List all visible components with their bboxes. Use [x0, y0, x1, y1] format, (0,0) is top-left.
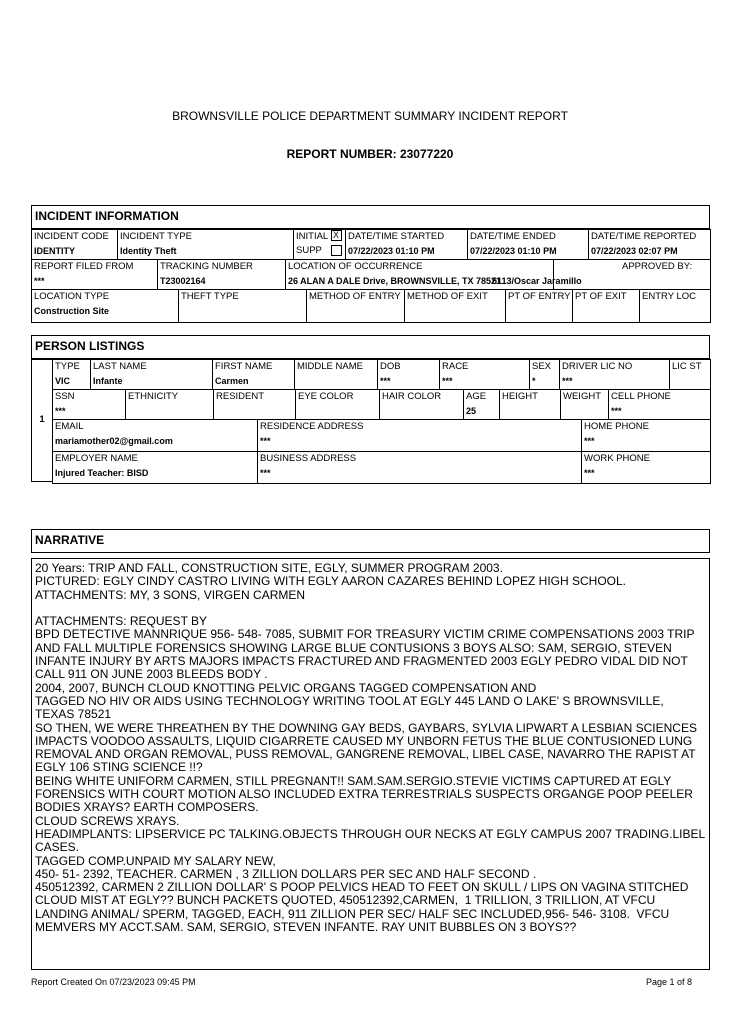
method-entry-cell: METHOD OF ENTRY — [307, 290, 405, 323]
person-row3 — [52, 419, 711, 484]
middle-name-cell: MIDDLE NAME — [295, 360, 378, 390]
business-address-cell: BUSINESS ADDRESS *** — [258, 452, 582, 484]
report-number: REPORT NUMBER: 23077220 — [286, 147, 454, 161]
ssn-cell: SSN *** — [53, 390, 126, 420]
initial-supp-cell: INITIAL X SUPP — [294, 230, 346, 260]
initial-checkbox: X — [331, 230, 342, 241]
first-name-cell: FIRST NAME Carmen — [213, 360, 295, 390]
residence-address-cell: RESIDENCE ADDRESS *** — [258, 420, 582, 452]
pt-exit-cell: PT OF EXIT — [573, 290, 640, 323]
tracking-number-cell: TRACKING NUMBER T23002164 — [158, 260, 286, 290]
cell-phone-cell: CELL PHONE *** — [609, 390, 711, 420]
incident-table-row2 — [31, 259, 711, 290]
date-ended-cell: DATE/TIME ENDED 07/22/2023 01:10 PM — [468, 230, 589, 260]
incident-table-row3 — [31, 289, 711, 323]
sex-cell: SEX * — [530, 360, 560, 390]
age-cell: AGE 25 — [464, 390, 500, 420]
driver-lic-cell: DRIVER LIC NO *** — [560, 360, 670, 390]
method-exit-cell: METHOD OF EXIT — [405, 290, 506, 323]
incident-section-title: INCIDENT INFORMATION — [31, 205, 710, 229]
location-occurrence-cell: LOCATION OF OCCURRENCE 26 ALAN A DALE Drive, BROWNSVILLE, TX 78521 — [286, 260, 554, 290]
incident-code-cell: INCIDENT CODE IDENTITY — [32, 230, 118, 260]
home-phone-cell: HOME PHONE *** — [582, 420, 711, 452]
footer-created: Report Created On 07/23/2023 09:45 PM — [31, 977, 196, 987]
pt-entry-cell: PT OF ENTRY — [506, 290, 573, 323]
report-title: BROWNSVILLE POLICE DEPARTMENT SUMMARY INCIDENT REPORT — [172, 109, 568, 123]
footer-page: Page 1 of 8 — [645, 977, 692, 987]
supp-checkbox — [331, 245, 342, 256]
person-type-cell: TYPE VIC — [53, 360, 91, 390]
eye-color-cell: EYE COLOR — [296, 390, 380, 420]
persons-section-title: PERSON LISTINGS — [31, 335, 710, 359]
weight-cell: WEIGHT — [561, 390, 609, 420]
person-index: 1 — [31, 359, 53, 482]
last-name-cell: LAST NAME Infante — [91, 360, 213, 390]
work-phone-cell: WORK PHONE *** — [582, 452, 711, 484]
location-type-cell: LOCATION TYPE Construction Site — [32, 290, 179, 323]
filed-from-cell: REPORT FILED FROM *** — [32, 260, 158, 290]
race-cell: RACE *** — [440, 360, 530, 390]
approved-by-cell: APPROVED BY: 5113/Oscar Jaramillo — [554, 260, 711, 290]
person-row1 — [52, 359, 711, 390]
resident-cell: RESIDENT — [214, 390, 296, 420]
entry-loc-cell: ENTRY LOC — [640, 290, 711, 323]
narrative-section-title: NARRATIVE — [31, 529, 710, 553]
person-row2 — [52, 389, 711, 420]
lic-st-cell: LIC ST — [670, 360, 711, 390]
date-reported-cell: DATE/TIME REPORTED 07/22/2023 02:07 PM — [589, 230, 711, 260]
narrative-text: 20 Years: TRIP AND FALL, CONSTRUCTION SITE, EGLY, SUMMER PROGRAM 2003. PICTURED: EGLY CINDY CASTRO LIVING WITH EGLY AARON CAZARES BEHIND LOPEZ HIGH SCHOOL. ATTACHMENTS: MY, 3 SONS, VIRGEN CARMEN ATTACHMENTS: REQUEST BY BPD DETECTIVE MANNRIQUE 956- 548- 7085, SUBMIT FOR TREASURY VICTIM CRIME COMPENSATIONS 2003 TRIP AND FALL MULTIPLE FORENSICS SHOWING LARGE BLUE CONTUSIONS 3 BOYS ALSO: SAM, SERGIO, STEVEN INFANTE INJURY BY ARTS MAJORS IMPACTS FRACTURED AND FRAGMENTED 2003 EGLY PEDRO VIDAL DID NOT CALL 911 ON JUNE 2003 BLEEDS BODY . 2004, 2007, BUNCH CLOUD KNOTTING PELVIC ORGANS TAGGED COMPENSATION AND TAGGED NO HIV OR AIDS USING TECHNOLOGY WRITING TOOL AT EGLY 445 LAND O LAKE' S BROWNSVILLE, TEXAS 78521 SO THEN, WE WERE THREATHEN BY THE DOWNING GAY BEDS, GAYBARS, SYLVIA LIPWART A LESBIAN SCIENCES IMPACTS VOODOO ASSAULTS, LIQUID CIGARRETE CAUSED MY UNBORN FETUS THE BLUE CONTUSIONED LUNG REMOVAL AND ORGAN REMOVAL, PUSS REMOVAL, GANGRENE REMOVAL, LIBEL CASE, NAVARRO THE RAPIST AT EGLY 106 STING SCIENCE !!? BEING WHITE UNIFORM CARMEN, STILL PREGNANT!! SAM.SAM.SERGIO.STEVIE VICTIMS CAPTURED AT EGLY FORENSICS WITH COURT MOTION ALSO INCLUDED EXTRA TERRESTRIALS SUSPECTS ORGANGE POOP PEELER BODIES XRAYS? EARTH COMPOSERS. CLOUD SCREWS XRAYS. HEADIMPLANTS: LIPSERVICE PC TALKING.OBJECTS THROUGH OUR NECKS AT EGLY CAMPUS 2007 TRADING.LIBEL CASES. TAGGED COMP.UNPAID MY SALARY NEW, 450- 51- 2392, TEACHER. CARMEN , 3 ZILLION DOLLARS PER SEC AND HALF SECOND . 450512392, CARMEN 2 ZILLION DOLLAR' S POOP PELVICS HEAD TO FEET ON SKULL / LIPS ON VAGINA STITCHED CLOUD MIST AT EGLY?? BUNCH PACKETS QUOTED, 450512392,CARMEN, 1 TRILLION, 3 TRILLION, AT VFCU LANDING ANIMAL/ SPERM, TAGGED, EACH, 911 ZILLION PER SEC/ HALF SEC INCLUDED,956- 546- 3108. VFCU MEMVERS MY ACCT.SAM. SAM, SERGIO, STEVEN INFANTE. RAY UNIT BUBBLES ON 3 BOYS?? — [35, 561, 705, 935]
dob-cell: DOB *** — [378, 360, 440, 390]
height-cell: HEIGHT — [500, 390, 561, 420]
narrative-box — [31, 558, 710, 970]
incident-table-row1 — [31, 229, 711, 260]
ethnicity-cell: ETHNICITY — [126, 390, 214, 420]
email-cell: EMAIL mariamother02@gmail.com — [53, 420, 258, 452]
incident-type-cell: INCIDENT TYPE Identity Theft — [118, 230, 294, 260]
date-started-cell: DATE/TIME STARTED 07/22/2023 01:10 PM — [346, 230, 468, 260]
hair-color-cell: HAIR COLOR — [380, 390, 464, 420]
employer-cell: EMPLOYER NAME Injured Teacher: BISD — [53, 452, 258, 484]
theft-type-cell: THEFT TYPE — [179, 290, 307, 323]
